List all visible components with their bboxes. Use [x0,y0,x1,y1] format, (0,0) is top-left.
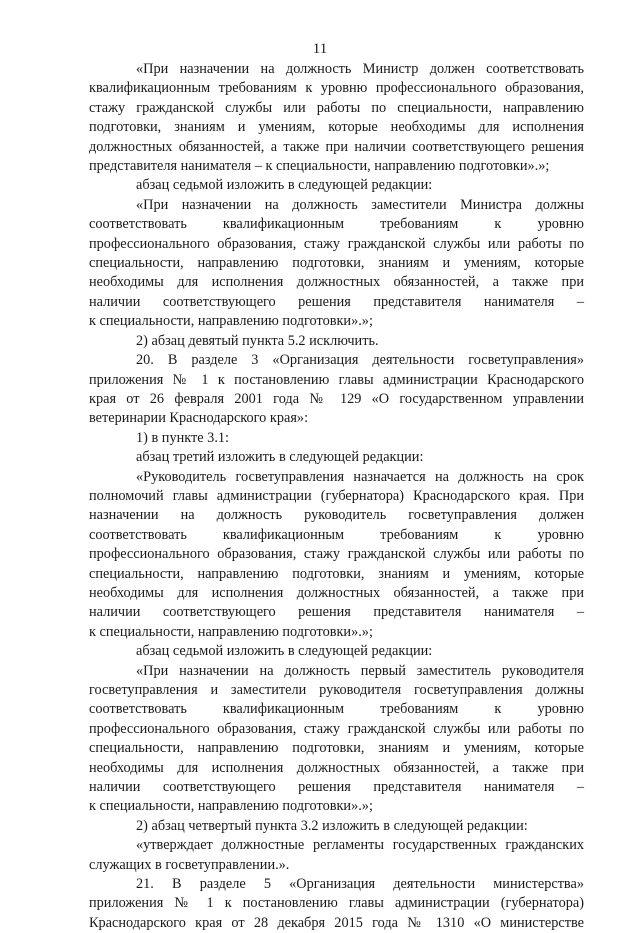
text-line: «утверждает должностные регламенты государственных гражданских [136,837,584,854]
text-line: абзац седьмой изложить в следующей редакции: [136,177,433,194]
text-line: «При назначении на должность Министр должен соответствовать [136,61,584,77]
text-line: наличии соответствующего решения представителя нанимателя – [89,604,584,621]
text-line: необходимы для исполнения должностных обязанностей, а также при [89,759,584,776]
text-line: назначении на должность руководитель госветуправления должен [89,507,584,524]
text-line: к специальности, направлению подготовки».»; [89,623,373,640]
text-line: 20. В разделе 3 «Организация деятельности госветуправления» [136,352,584,369]
text-line: 21. В разделе 5 «Организация деятельности министерства» [136,876,584,893]
text-line: служащих в госветуправлении.». [89,856,290,873]
text-line: стажу гражданской службы или работы по специальности, направлению [89,99,584,116]
text-line: приложения № 1 к постановлению главы администрации Краснодарского [89,371,584,388]
document-body [89,60,584,933]
text-line: наличии соответствующего решения представителя нанимателя – [89,779,584,796]
text-line: 2) абзац девятый пункта 5.2 исключить. [136,332,379,349]
text-line: специальности, направлению подготовки, знаниям и умениям, которые [89,255,584,272]
text-line: соответствовать квалификационным требованиям к уровню [89,526,584,543]
text-line: соответствовать квалификационным требованиям к уровню [89,216,584,233]
text-line: подготовки, знаниям и умениям, которые необходимы для исполнения [89,119,584,136]
text-line: необходимы для исполнения должностных обязанностей, а также при [89,584,584,601]
text-line: «Руководитель госветуправления назначается на должность на срок [136,468,584,485]
text-line: абзац третий изложить в следующей редакции: [136,449,424,466]
text-line: края от 26 февраля 2001 года № 129 «О государственном управлении [89,390,584,407]
text-line: профессионального образования, стажу гражданской службы или работы по [89,235,584,252]
text-line: специальности, направлению подготовки, знаниям и умениям, которые [89,740,584,757]
text-line: квалификационным требованиям к уровню профессионального образования, [89,80,584,97]
text-line: Краснодарского края от 28 декабря 2015 года № 1310 «О министерстве [89,914,584,931]
text-line: «При назначении на должность заместители Министра должны [136,196,584,213]
text-line: 1) в пункте 3.1: [136,429,230,446]
text-line: полномочий главы администрации (губернатора) Краснодарского края. При [89,487,584,504]
text-line: соответствовать квалификационным требованиям к уровню [89,701,584,718]
text-line: к специальности, направлению подготовки».»; [89,798,373,815]
page-number: 11 [312,41,328,57]
text-line: наличии соответствующего решения представителя нанимателя – [89,293,584,310]
text-line: специальности, направлению подготовки, знаниям и умениям, которые [89,565,584,582]
text-line: «При назначении на должность первый заместитель руководителя [136,662,584,679]
text-line: профессионального образования, стажу гражданской службы или работы по [89,546,584,563]
text-line: должностных обязанностей, а также при наличии соответствующего решения [89,138,584,155]
text-line: приложения № 1 к постановлению главы администрации (губернатора) [89,895,584,912]
text-line: необходимы для исполнения должностных обязанностей, а также при [89,274,584,291]
text-line: госветуправления и заместители руководителя госветуправления должны [89,682,584,698]
text-line: к специальности, направлению подготовки».»; [89,313,373,330]
text-line: представителя нанимателя – к специальности, направлению подготовки».»; [89,158,550,175]
text-line: профессионального образования, стажу гражданской службы или работы по [89,720,584,737]
text-line: 2) абзац четвертый пункта 3.2 изложить в следующей редакции: [136,817,528,834]
text-line: ветеринарии Краснодарского края»: [89,410,309,427]
text-line: абзац седьмой изложить в следующей редакции: [136,643,433,660]
